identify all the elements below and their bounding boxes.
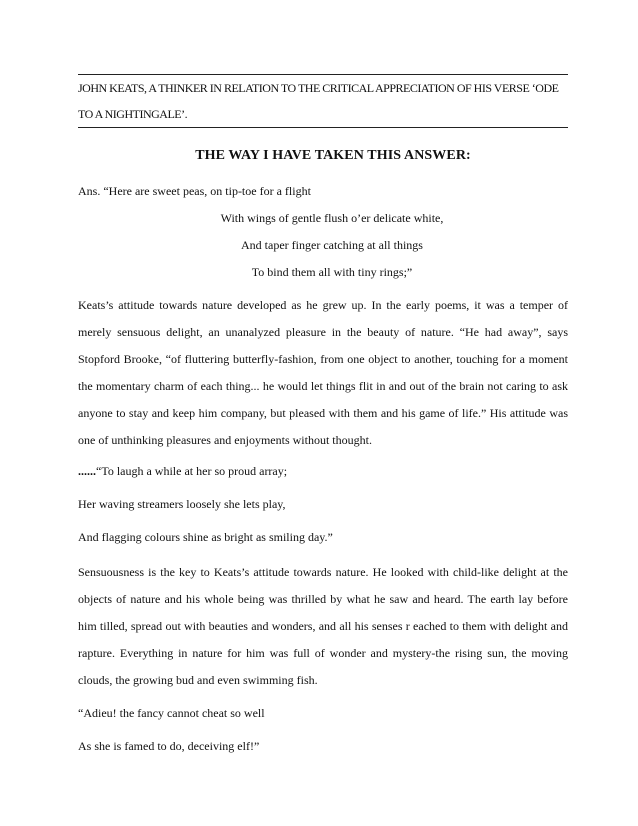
verse1-line-2: With wings of gentle flush o’er delicate white,: [220, 211, 444, 225]
verse1-line-3: And taper finger catching at all things: [241, 238, 423, 252]
header-line-2: TO A NIGHTINGALE’.: [78, 107, 188, 121]
ellipsis-dots: ......: [78, 464, 96, 478]
verse2-line-3: And flagging colours shine as bright as smiling day.”: [78, 530, 333, 544]
verse3-line-1: “Adieu! the fancy cannot cheat so well: [78, 706, 265, 720]
verse1-line-4: To bind them all with tiny rings;”: [251, 265, 413, 279]
verse1-line-1: Ans. “Here are sweet peas, on tip-toe for a flight: [78, 184, 311, 198]
verse2-line-1: [78, 458, 568, 485]
header-line-1: JOHN KEATS, A THINKER IN RELATION TO THE CRITICAL APPRECIATION OF HIS VERSE ‘ODE: [78, 81, 559, 95]
paragraph-2: Sensuousness is the key to Keats’s attitude towards nature. He looked with child-like delight at the objects of nature and his whole being was thrilled by what he saw and heard. The earth lay before him tilled, spread out with beauties and wonders, and all his senses r eached to them with delight and rapture. Everything in nature for him was full of wonder and mystery-the rising sun, the moving clouds, the growing bud and even swimming fish.: [78, 565, 568, 687]
paragraph-1: Keats’s attitude towards nature developed as he grew up. In the early poems, it was a temper of merely sensuous delight, an unanalyzed pleasure in the beauty of nature. “He had away”, says Stopford Brooke, “of fluttering butterfly-fashion, from one object to another, touching for a moment the momentary charm of each thing... he would let things flit in and out of the brain not caring to ask anyone to stay and keep him company, but pleased with them and his game of life.” His attitude was one of unthinking pleasures and enjoyments without thought.: [78, 298, 568, 447]
section-title: THE WAY I HAVE TAKEN THIS ANSWER:: [195, 148, 471, 163]
verse2-line-2: Her waving streamers loosely she lets play,: [78, 497, 286, 511]
verse3-line-2: As she is famed to do, deceiving elf!”: [78, 739, 260, 753]
document-page: [78, 74, 568, 760]
bottom-rule: [78, 127, 568, 128]
verse2-line-1-text: “To laugh a while at her so proud array;: [96, 464, 288, 478]
